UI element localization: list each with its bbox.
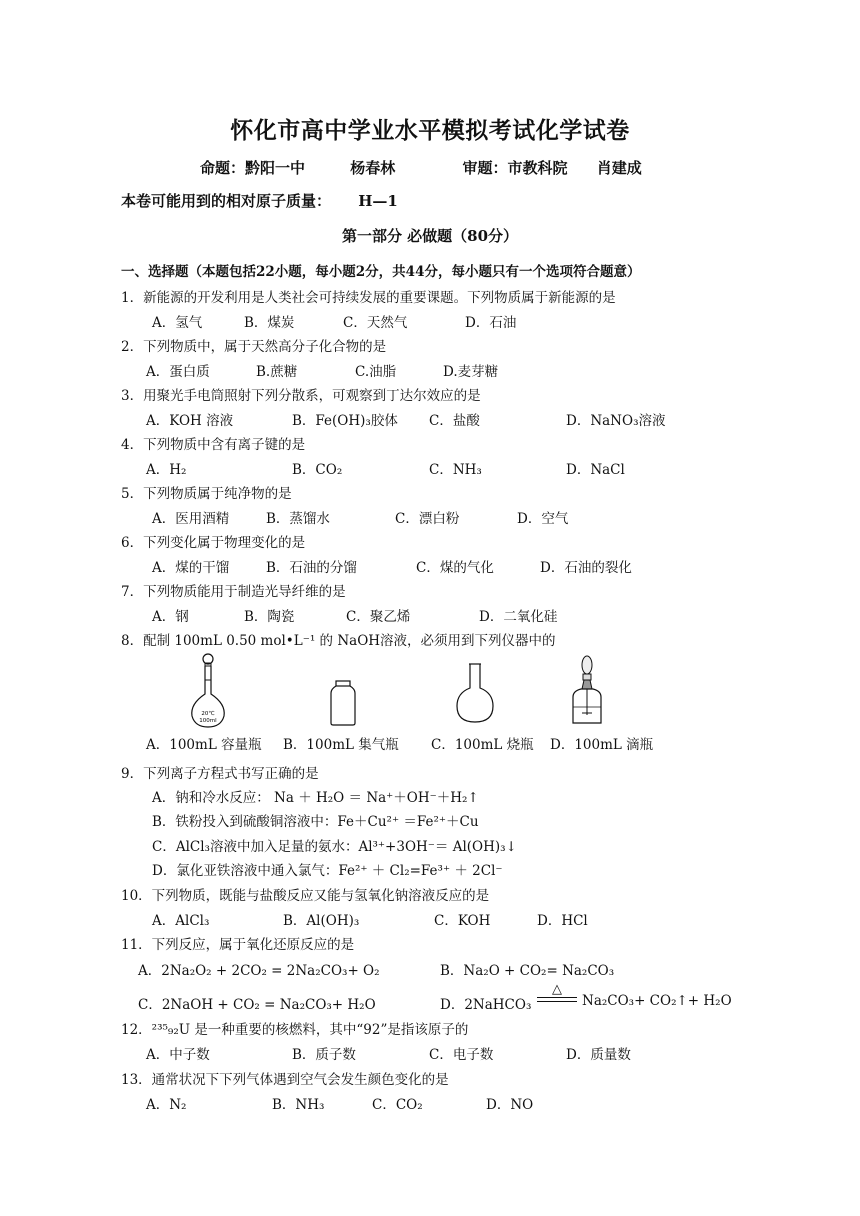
question-6-option-d: D．石油的裂化 [540,560,632,576]
question-13-option-d: D．NO [486,1097,534,1113]
question-3-option-b: B．Fe(OH)₃胶体 [292,413,398,429]
question-8-option-b: B．100mL 集气瓶 [283,737,399,753]
dropper-bottle-icon [570,655,604,727]
question-6-option-b: B．石油的分馏 [266,560,357,576]
question-1-option-d: D．石油 [465,315,517,331]
question-4-option-c: C．NH₃ [429,462,482,478]
round-bottom-flask-icon [455,662,495,724]
question-10-stem: 10．下列物质，既能与盐酸反应又能与氢氧化钠溶液反应的是 [121,888,490,904]
question-5-option-d: D．空气 [517,511,569,527]
flask-volume-mark: 100ml [199,718,217,724]
question-7-stem: 7．下列物质能用于制造光导纤维的是 [121,584,346,600]
question-12-option-b: B．质子数 [292,1047,356,1063]
question-1-option-c: C．天然气 [343,315,408,331]
question-9-stem: 9．下列离子方程式书写正确的是 [121,766,319,782]
question-2-option-c: C.油脂 [355,364,397,380]
question-7-option-b: B．陶瓷 [244,609,295,625]
question-11-option-d-products: Na₂CO₃+ CO₂↑+ H₂O [582,993,732,1009]
question-4-stem: 4．下列物质中含有离子键的是 [121,437,306,453]
atomic-mass-line [121,190,398,211]
question-8-option-a: A．100mL 容量瓶 [146,737,262,753]
question-13-stem: 13．通常状况下下列气体遇到空气会发生颜色变化的是 [121,1072,449,1088]
question-2-option-b: B.蔗糖 [256,364,298,380]
exam-title: 怀化市高中学业水平模拟考试化学试卷 [230,117,630,144]
question-12-option-d: D．质量数 [566,1047,631,1063]
question-3-option-a: A．KOH 溶液 [146,413,234,429]
question-7-option-d: D．二氧化硅 [479,609,558,625]
setter-label: 命题：黔阳一中 [200,159,306,177]
question-10-option-c: C．KOH [434,913,491,929]
question-3-option-d: D．NaNO₃溶液 [566,413,666,429]
question-9-option-c: C．AlCl₃溶液中加入足量的氨水：Al³⁺+3OH⁻＝ Al(OH)₃↓ [152,839,517,855]
setter-name: 杨春林 [350,159,396,177]
question-11-option-d: D．2NaHCO₃ [440,997,532,1013]
question-4-option-b: B．CO₂ [292,462,343,478]
atomic-mass-label: 本卷可能用到的相对原子质量： [121,192,332,210]
section-title: 一、选择题（本题包括22小题，每小题2分，共44分，每小题只有一个选项符合题意） [121,264,641,280]
question-3-option-c: C．盐酸 [429,413,480,429]
question-3-stem: 3．用聚光手电筒照射下列分散系，可观察到丁达尔效应的是 [121,388,481,404]
question-13-option-a: A．N₂ [146,1097,187,1113]
question-1-option-b: B．煤炭 [244,315,295,331]
question-4-option-a: A．H₂ [146,462,187,478]
question-7-option-c: C．聚乙烯 [346,609,411,625]
flask-temp-mark: 20℃ [201,711,215,717]
question-13-option-c: C．CO₂ [372,1097,423,1113]
question-2-option-a: A．蛋白质 [146,364,210,380]
part-title: 第一部分 必做题（80分） [341,227,519,245]
question-9-option-d: D．氯化亚铁溶液中通入氯气：Fe²⁺ ＋ Cl₂=Fe³⁺ ＋ 2Cl⁻ [152,863,503,879]
question-1-option-a: A．氢气 [152,315,203,331]
question-8-stem: 8．配制 100mL 0.50 mol•L⁻¹ 的 NaOH溶液，必须用到下列仪器中的 [121,633,556,649]
question-1-stem: 1．新能源的开发利用是人类社会可持续发展的重要课题。下列物质属于新能源的是 [121,290,616,306]
question-10-option-b: B．Al(OH)₃ [283,913,360,929]
question-10-option-a: A．AlCl₃ [152,913,210,929]
question-2-stem: 2．下列物质中，属于天然高分子化合物的是 [121,339,387,355]
question-4-option-d: D．NaCl [566,462,625,478]
question-12-option-a: A．中子数 [146,1047,210,1063]
atomic-mass-value: H—1 [358,192,398,210]
question-11-stem: 11．下列反应，属于氧化还原反应的是 [121,937,355,953]
question-6-option-a: A．煤的干馏 [152,560,230,576]
question-10-option-d: D．HCl [537,913,588,929]
question-8-option-c: C．100mL 烧瓶 [431,737,534,753]
author-line [200,157,642,178]
equals-arrow-icon [537,996,577,1004]
question-9-option-b: B．铁粉投入到硫酸铜溶液中：Fe＋Cu²⁺ ＝Fe²⁺＋Cu [152,814,479,830]
question-11-option-a: A．2Na₂O₂ + 2CO₂ = 2Na₂CO₃+ O₂ [138,963,380,979]
question-5-option-a: A．医用酒精 [152,511,230,527]
question-12-stem: 12．²³⁵₉₂U 是一种重要的核燃料，其中“92”是指该原子的 [121,1022,469,1038]
question-2-option-d: D.麦芽糖 [443,364,499,380]
question-6-stem: 6．下列变化属于物理变化的是 [121,535,306,551]
volumetric-flask-icon [186,652,230,730]
question-13-option-b: B．NH₃ [272,1097,325,1113]
heat-condition-symbol: △ [552,982,562,997]
reviewer-name: 肖建成 [596,159,642,177]
question-8-option-d: D．100mL 滴瓶 [550,737,654,753]
question-6-option-c: C．煤的气化 [416,560,494,576]
question-12-option-c: C．电子数 [429,1047,494,1063]
reviewer-label: 审题：市教科院 [462,159,568,177]
question-9-option-a: A．钠和冷水反应： Na ＋ H₂O ＝ Na⁺＋OH⁻＋H₂↑ [152,790,479,806]
question-5-option-c: C．漂白粉 [395,511,460,527]
gas-collecting-bottle-icon [328,680,358,726]
question-7-option-a: A．钢 [152,609,189,625]
question-5-stem: 5．下列物质属于纯净物的是 [121,486,292,502]
question-5-option-b: B．蒸馏水 [266,511,330,527]
question-11-option-c: C．2NaOH + CO₂ = Na₂CO₃+ H₂O [138,997,376,1013]
question-11-option-b: B．Na₂O + CO₂= Na₂CO₃ [440,963,615,979]
